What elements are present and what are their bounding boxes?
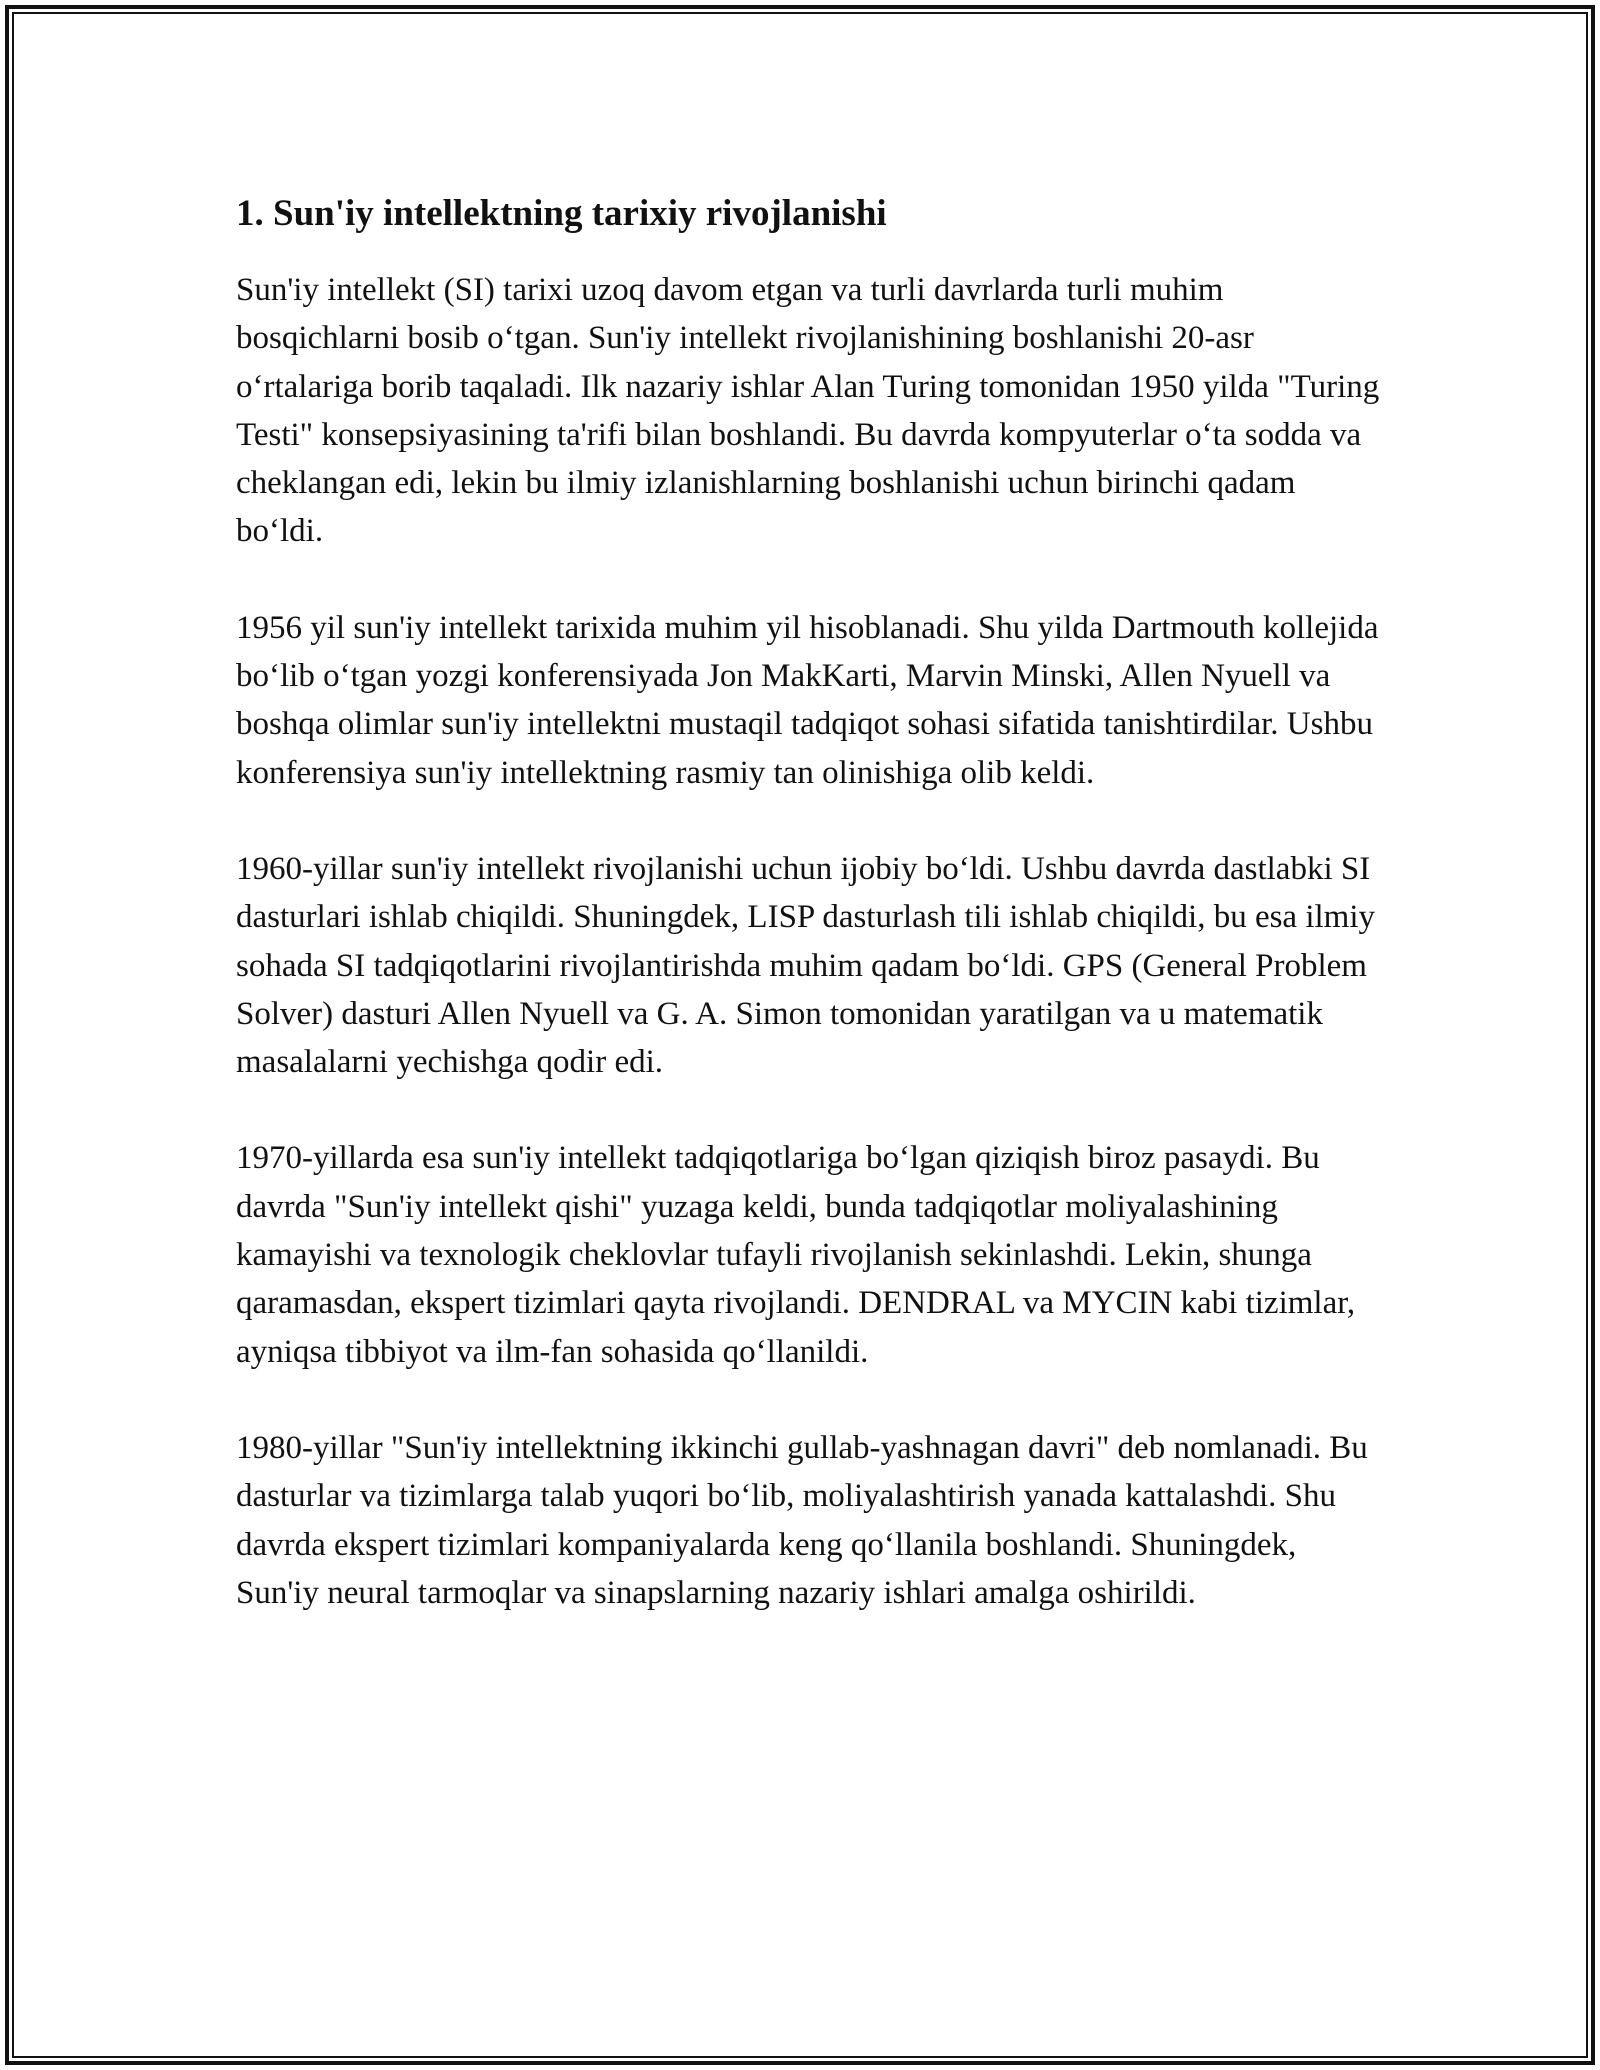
paragraph-early-history: Sun'iy intellekt (SI) tarixi uzoq davom etgan va turli davrlarda turli muhim bosqichlarni bosib o‘tgan. Sun'iy intellekt rivojlanishining boshlanishi 20-asr o‘rtalariga borib taqaladi. Ilk nazariy ishlar Alan Turing tomonidan 1950 yilda "Turing Testi" konsepsiyasining ta'rifi bilan boshlandi. Bu davrda kompyuterlar o‘ta sodda va cheklangan edi, lekin bu ilmiy izlanishlarning boshlanishi uchun birinchi qadam bo‘ldi.: [236, 272, 1380, 550]
paragraph-1960s: 1960-yillar sun'iy intellekt rivojlanishi uchun ijobiy bo‘ldi. Ushbu davrda dastlabki SI dasturlari ishlab chiqildi. Shuningdek, LISP dasturlash tili ishlab chiqildi, bu esa ilmiy sohada SI tadqiqotlarini rivojlantirishda muhim qadam bo‘ldi. GPS (General Problem Solver) dasturi Allen Nyuell va G. A. Simon tomonidan yaratilgan va u matematik masalalarni yechishga qodir edi.: [236, 850, 1375, 1081]
paragraph-1980s: 1980-yillar "Sun'iy intellektning ikkinchi gullab-yashnagan davri" deb nomlanadi. Bu dasturlar va tizimlarga talab yuqori bo‘lib, moliyalashtirish yanada kattalashdi. Shu davrda ekspert tizimlari kompaniyalarda keng qo‘llanila boshlandi. Shuningdek, Sun'iy neural tarmoqlar va sinapslarning nazariy ishlari amalga oshirildi.: [236, 1429, 1368, 1611]
paragraph-1956-dartmouth: 1956 yil sun'iy intellekt tarixida muhim yil hisoblanadi. Shu yilda Dartmouth kollejida bo‘lib o‘tgan yozgi konferensiyada Jon MakKarti, Marvin Minski, Allen Nyuell va boshqa olimlar sun'iy intellektni mustaqil tadqiqot sohasi sifatida tanishtirdilar. Ushbu konferensiya sun'iy intellektning rasmiy tan olinishiga olib keldi.: [236, 609, 1379, 791]
paragraph-1970s: 1970-yillarda esa sun'iy intellekt tadqiqotlariga bo‘lgan qiziqish biroz pasaydi. Bu davrda "Sun'iy intellekt qishi" yuzaga keldi, bunda tadqiqotlar moliyalashining kamayishi va texnologik cheklovlar tufayli rivojlanish sekinlashdi. Lekin, shunga qaramasdan, ekspert tizimlari qayta rivojlandi. DENDRAL va MYCIN kabi tizimlar, ayniqsa tibbiyot va ilm-fan sohasida qo‘llanildi.: [236, 1140, 1356, 1370]
document-body: [236, 186, 1386, 1665]
section-heading: 1. Sun'iy intellektning tarixiy rivojlanishi: [236, 193, 887, 234]
